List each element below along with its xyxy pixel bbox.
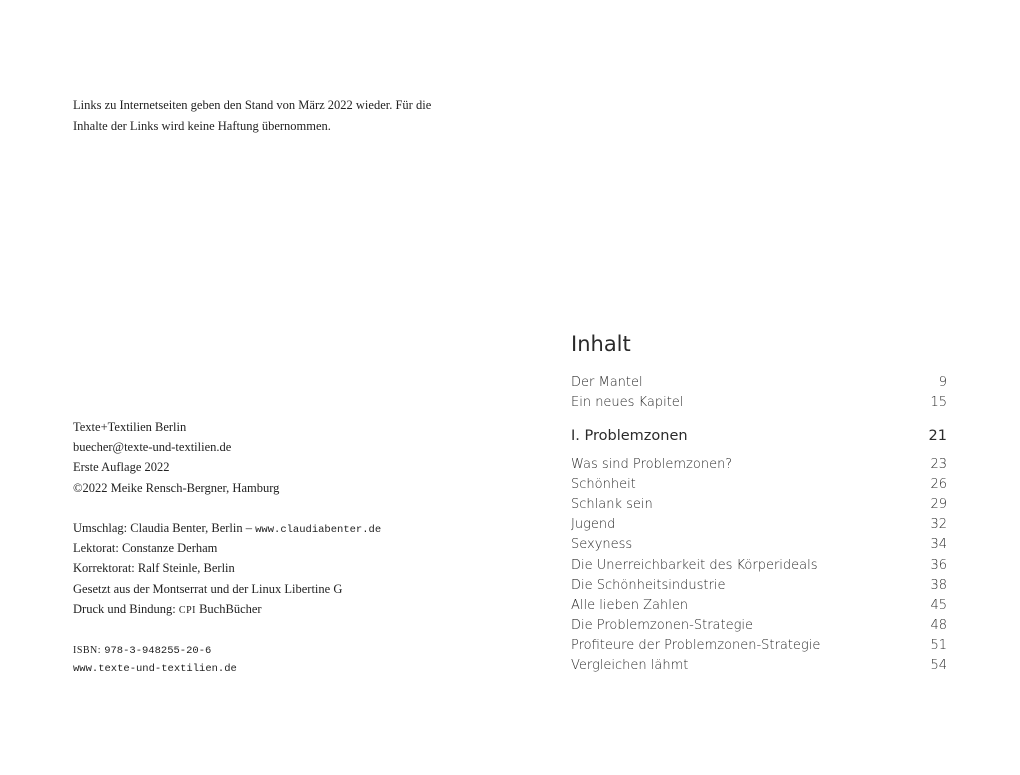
toc-entry-title: Vergleichen lähmt	[571, 658, 689, 674]
toc-entry	[571, 494, 947, 514]
toc-entry	[571, 515, 947, 535]
table-of-contents-page	[571, 0, 947, 775]
edition: Erste Auflage 2022	[73, 460, 170, 475]
toc-entry-page: 23	[930, 456, 947, 472]
toc-entry-page: 9	[938, 374, 947, 390]
toc-entry-page: 29	[930, 496, 947, 512]
toc-entry-title: Die Problemzonen-Strategie	[571, 618, 754, 634]
cover-credit	[73, 518, 493, 538]
toc-entry-title: Schlank sein	[571, 496, 653, 512]
toc-entry-page: 34	[930, 537, 947, 553]
toc-entry-title: Die Schönheitsindustrie	[571, 577, 726, 593]
toc-entry	[571, 616, 947, 636]
toc-entry-page: 36	[930, 557, 947, 573]
credits-block	[73, 518, 493, 619]
printing-name: BuchBücher	[199, 601, 262, 616]
toc-title: Inhalt	[571, 332, 631, 356]
toc-entry	[571, 454, 947, 474]
typesetting-credit: Gesetzt aus der Montserrat und der Linux Libertine G	[73, 581, 343, 596]
publisher-name: Texte+Textilien Berlin	[73, 420, 187, 434]
editing-credit: Lektorat: Constanze Derham	[73, 541, 218, 556]
toc-entry-title: Ein neues Kapitel	[571, 394, 684, 410]
toc-entry	[571, 575, 947, 595]
links-disclaimer	[73, 95, 473, 137]
toc-entry-page: 38	[930, 577, 947, 593]
toc-part-entry	[571, 424, 947, 448]
toc-entry	[571, 372, 947, 392]
disclaimer-line: Links zu Internetseiten geben den Stand von März 2022 wieder. Für die	[73, 98, 432, 112]
isbn-value: 978-3-948255-20-6	[104, 645, 212, 657]
toc-entry-page: 32	[930, 517, 947, 533]
publisher-block	[73, 417, 493, 498]
cover-credit-label: Umschlag: Claudia Benter, Berlin –	[73, 521, 252, 535]
toc-part-title: I. Problemzonen	[571, 428, 688, 444]
cover-url: www.claudiabenter.de	[255, 524, 382, 536]
disclaimer-line: Inhalte der Links wird keine Haftung übernommen.	[73, 119, 331, 133]
toc-entry-title: Profiteure der Problemzonen-Strategie	[571, 638, 821, 654]
publisher-email: buecher@texte-und-textilien.de	[73, 440, 232, 455]
toc-entry	[571, 474, 947, 494]
toc-entry-title: Alle lieben Zahlen	[571, 597, 689, 613]
toc-entry-title: Jugend	[571, 517, 616, 533]
isbn	[73, 639, 493, 659]
toc-entry-page: 26	[930, 476, 947, 492]
website: www.texte-und-textilien.de	[73, 663, 237, 676]
copyright: ©2022 Meike Rensch-Bergner, Hamburg	[73, 480, 280, 495]
toc-entry	[571, 595, 947, 615]
toc-entry-page: 45	[930, 597, 947, 613]
toc-entry-page: 15	[930, 394, 947, 410]
printing-cpi: CPI	[178, 604, 196, 616]
toc-entry-page: 54	[930, 658, 947, 674]
toc-part-heading	[571, 424, 947, 448]
toc-entry	[571, 656, 947, 676]
toc-entry-title: Der Mantel	[571, 374, 643, 390]
toc-entry	[571, 636, 947, 656]
toc-entry-title: Die Unerreichbarkeit des Körperideals	[571, 557, 818, 573]
toc-part-page: 21	[928, 428, 947, 444]
isbn-label: ISBN:	[73, 645, 102, 656]
toc-entry-title: Sexyness	[571, 537, 633, 553]
toc-entry-title: Was sind Problemzonen?	[571, 456, 733, 472]
toc-entry	[571, 555, 947, 575]
toc-entry-page: 51	[930, 638, 947, 654]
toc-entry-title: Schönheit	[571, 476, 636, 492]
toc-intro-list	[571, 372, 947, 412]
imprint-page	[73, 0, 493, 775]
toc-entry	[571, 392, 947, 412]
isbn-block	[73, 639, 493, 679]
printing-credit	[73, 599, 493, 619]
printing-label: Druck und Bindung:	[73, 601, 176, 616]
toc-entry	[571, 535, 947, 555]
toc-entry-page: 48	[930, 618, 947, 634]
toc-chapter-list	[571, 454, 947, 676]
proofreading-credit: Korrektorat: Ralf Steinle, Berlin	[73, 561, 235, 576]
